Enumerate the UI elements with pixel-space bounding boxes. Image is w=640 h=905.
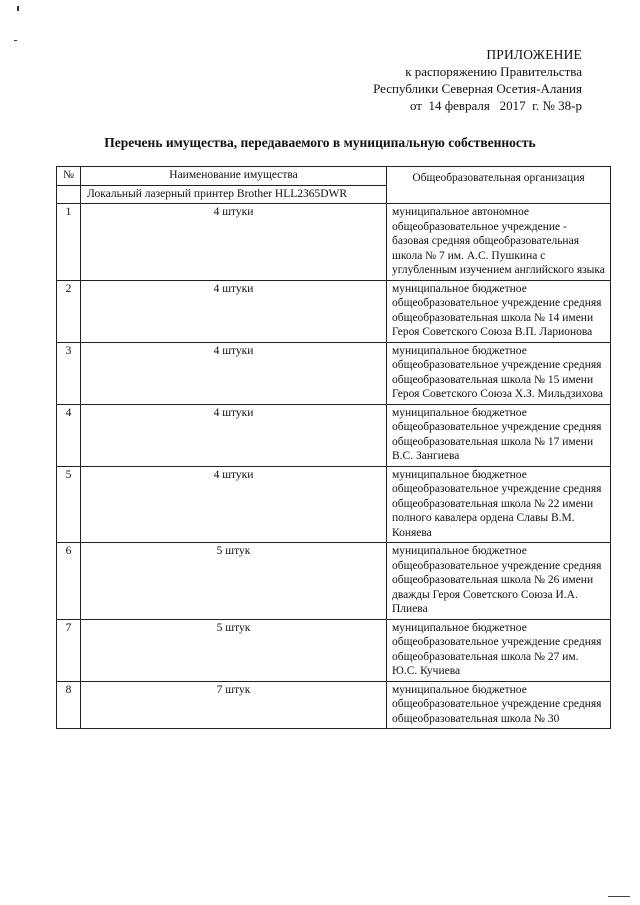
- table-row: [57, 280, 611, 342]
- row-organization: муниципальное бюджетное общеобразовательное учреждение средняя общеобразовательная школа № 17 имени В.С. Зангиева: [387, 404, 611, 466]
- row-quantity: 7 штук: [81, 681, 387, 729]
- table-row: [57, 342, 611, 404]
- row-organization: муниципальное бюджетное общеобразовательное учреждение средняя общеобразовательная школа № 30: [387, 681, 611, 729]
- table-header-row: [57, 167, 611, 186]
- scan-speck-mid: [14, 40, 17, 41]
- property-table: [56, 166, 611, 729]
- row-number: 1: [57, 204, 81, 281]
- scan-edge-mark: [608, 896, 630, 897]
- item-name-subheader: Локальный лазерный принтер Brother HLL2365DWR: [81, 185, 387, 204]
- table-row: [57, 466, 611, 543]
- scan-speck-top: [17, 6, 19, 11]
- row-number: 4: [57, 404, 81, 466]
- row-organization: муниципальное бюджетное общеобразовательное учреждение средняя общеобразовательная школа № 26 имени дважды Героя Советского Союза И.А. Плиева: [387, 543, 611, 620]
- appendix-header: [373, 46, 582, 114]
- table-row: [57, 404, 611, 466]
- table-row: [57, 619, 611, 681]
- row-number: 7: [57, 619, 81, 681]
- row-quantity: 4 штуки: [81, 280, 387, 342]
- table-row: [57, 681, 611, 729]
- row-quantity: 4 штуки: [81, 466, 387, 543]
- row-organization: муниципальное бюджетное общеобразовательное учреждение средняя общеобразовательная школа № 27 им. Ю.С. Кучиева: [387, 619, 611, 681]
- row-quantity: 5 штук: [81, 543, 387, 620]
- document-title: Перечень имущества, передаваемого в муниципальную собственность: [104, 135, 536, 150]
- row-number: 3: [57, 342, 81, 404]
- row-number: 8: [57, 681, 81, 729]
- row-number: 2: [57, 280, 81, 342]
- appendix-title: ПРИЛОЖЕНИЕ: [486, 47, 582, 62]
- appendix-line-2: Республики Северная Осетия-Алания: [373, 81, 582, 96]
- table-row: [57, 543, 611, 620]
- subheader-blank-cell: [57, 185, 81, 204]
- appendix-line-3: от 14 февраля 2017 г. № 38-р: [409, 98, 582, 113]
- appendix-line-1: к распоряжению Правительства: [405, 64, 582, 79]
- row-number: 6: [57, 543, 81, 620]
- row-quantity: 4 штуки: [81, 342, 387, 404]
- row-organization: муниципальное автономное общеобразовательное учреждение - базовая средняя общеобразовательная школа № 7 им. А.С. Пушкина с углубленным изучением английского языка: [387, 204, 611, 281]
- table-body: [57, 204, 611, 729]
- row-organization: муниципальное бюджетное общеобразовательное учреждение средняя общеобразовательная школа № 22 имени полного кавалера ордена Славы В.М. Коняева: [387, 466, 611, 543]
- row-number: 5: [57, 466, 81, 543]
- row-quantity: 4 штуки: [81, 204, 387, 281]
- column-header-number: №: [57, 167, 81, 186]
- row-quantity: 4 штуки: [81, 404, 387, 466]
- column-header-item: Наименование имущества: [81, 167, 387, 186]
- row-organization: муниципальное бюджетное общеобразовательное учреждение средняя общеобразовательная школа № 14 имени Героя Советского Союза В.П. Ларионова: [387, 280, 611, 342]
- table-row: [57, 204, 611, 281]
- row-organization: муниципальное бюджетное общеобразовательное учреждение средняя общеобразовательная школа № 15 имени Героя Советского Союза Х.З. Мильдзихова: [387, 342, 611, 404]
- column-header-organization: Общеобразовательная организация: [387, 167, 611, 204]
- row-quantity: 5 штук: [81, 619, 387, 681]
